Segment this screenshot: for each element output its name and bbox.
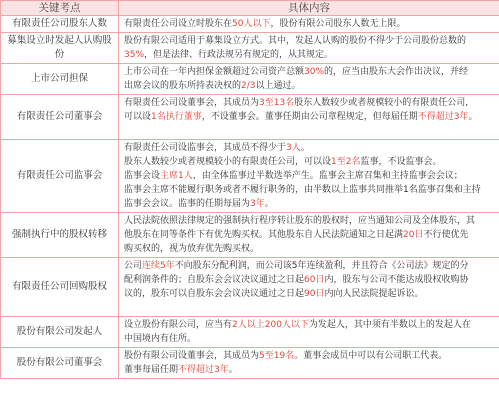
content-line (124, 65, 494, 79)
content-text: 可以设 (124, 112, 152, 122)
highlight-text: 不得超过3年 (178, 365, 229, 375)
table-row (1, 64, 499, 95)
content-text: 人民法院依照法律规定的强制执行程序转让股东的股权时，应当通知公司及全体股东，其 (124, 216, 476, 226)
key-point-cell: 有限责任公司监事会 (1, 140, 119, 213)
content-text: 。 (264, 199, 274, 209)
content-text: 股东人数较少或者规模较小的有限责任公司，可以设 (124, 157, 332, 167)
highlight-text: 主席1人 (160, 171, 193, 181)
content-text: ，股份有限公司股东人数无上限。 (270, 19, 406, 29)
key-point-cell: 股份有限公司董事会 (1, 348, 119, 379)
highlight-text: 20日 (403, 230, 424, 240)
content-line (124, 110, 494, 124)
key-point-cell: 股份有限公司发起人 (1, 317, 119, 348)
highlight-text: 35% (124, 50, 145, 60)
table-row (1, 95, 499, 140)
table-row (1, 140, 499, 213)
content-text: 。 (468, 112, 478, 122)
content-line (124, 228, 494, 242)
content-cell (119, 213, 499, 258)
content-text: 议的，股东可以自股东会会议决议通过之日起 (124, 289, 305, 299)
content-line (124, 48, 494, 62)
content-cell (119, 348, 499, 379)
highlight-text: 1名执行董事 (151, 112, 202, 122)
header-row (1, 1, 499, 16)
content-text: ，不设董事会。董事任期由公司章程规定，但每届任期 (201, 112, 418, 122)
content-text: 董事每届任期 (124, 365, 179, 375)
content-line (124, 96, 494, 110)
content-line (124, 17, 494, 31)
content-text: ，但是法律、行政法规另有规定的，从其规定。 (144, 50, 334, 60)
content-line (124, 287, 494, 301)
content-text: 股东人数较少或者规模较小的有限责任公司， (294, 98, 475, 108)
content-text: 。 (300, 143, 310, 153)
header-content: 具体内容 (119, 1, 499, 16)
content-line (124, 242, 494, 256)
content-line (124, 141, 494, 155)
content-line (124, 214, 494, 228)
content-text: 监事会主席不能履行职务或者不履行职务的，由半数以上监事共同推举1名监事召集和主持 (124, 185, 481, 195)
key-point-cell: 有限责任公司董事会 (1, 95, 119, 140)
content-text: 上市公司在一年内担保金额超过公司资产总额 (124, 67, 305, 77)
content-text: 中国境内有住所。 (124, 334, 197, 344)
highlight-text: 2人以上200人以下 (232, 320, 309, 330)
content-text: 以上通过。 (255, 81, 301, 91)
content-line (124, 332, 494, 346)
key-point-cell: 有限责任公司股东人数 (1, 16, 119, 33)
content-line (124, 349, 494, 363)
content-line (124, 197, 494, 211)
content-line (124, 169, 494, 183)
content-text: 购买权的，视为放弃优先购买权。 (124, 244, 260, 254)
table-row (1, 348, 499, 379)
content-text: 内，股东与公司不能达成股权收购协 (324, 275, 469, 285)
content-text: 有限责任公司设监事会，其成员不得少于 (124, 143, 287, 153)
content-text: 有限责任公司设立时股东在 (124, 19, 233, 29)
content-line (124, 183, 494, 197)
content-text: 监事会设 (124, 171, 161, 181)
content-text: 设立股份有限公司，应当有 (124, 320, 233, 330)
content-cell (119, 258, 499, 317)
key-point-cell: 募集设立时发起人认购股份 (1, 33, 119, 64)
content-line (124, 318, 494, 332)
content-text: 为发起人，其中须有半数以上的发起人在 (308, 320, 471, 330)
content-line (124, 79, 494, 93)
content-text: 出席会议的股东所持表决权的 (124, 81, 242, 91)
content-line (124, 259, 494, 273)
content-text: 监事会会议。监事的任期每届为 (124, 199, 251, 209)
highlight-text: 3年 (250, 199, 265, 209)
table-body (1, 16, 499, 379)
content-text: 的，应当由股东大会作出决议，并经 (324, 67, 469, 77)
content-text: 监事，不设监事会。 (360, 157, 442, 167)
table-row (1, 16, 499, 33)
table-row (1, 258, 499, 317)
highlight-text: 3人 (286, 143, 301, 153)
content-text: 不向股东分配利润，而公司该5年连续盈利，并且符合《公司法》规定的分 (174, 261, 469, 271)
content-line (124, 34, 494, 48)
table-row (1, 213, 499, 258)
content-text: 。 (228, 365, 238, 375)
highlight-text: 90日 (304, 289, 325, 299)
content-cell (119, 317, 499, 348)
key-point-cell: 上市公司担保 (1, 64, 119, 95)
table-row (1, 33, 499, 64)
content-line (124, 301, 494, 315)
key-point-cell: 有限责任公司回购股权 (1, 258, 119, 317)
content-text: 股份有限公司适用于募集设立方式。其中，发起人认购的股份不得少于公司股份总数的 (124, 36, 467, 46)
highlight-text: 5至19名 (259, 351, 295, 361)
highlight-text: 连续5年 (142, 261, 175, 271)
content-cell (119, 95, 499, 140)
content-text: 他股东在同等条件下有优先购买权。其他股东自人民法院通知之日起满 (124, 230, 404, 240)
highlight-text: 3至13名 (259, 98, 295, 108)
highlight-text: 30% (304, 67, 325, 77)
content-text: 有限责任公司设董事会，其成员为 (124, 98, 260, 108)
content-text: 。董事会成员中可以有公司职工代表。 (294, 351, 448, 361)
content-cell (119, 64, 499, 95)
table-row (1, 317, 499, 348)
key-point-cell: 强制执行中的股权转移 (1, 213, 119, 258)
header-key-points: 关键考点 (1, 1, 119, 16)
content-line (124, 124, 494, 138)
content-line (124, 363, 494, 377)
content-line (124, 273, 494, 287)
content-text: 不行使优先 (423, 230, 469, 240)
content-text: 股份有限公司设董事会，其成员为 (124, 351, 260, 361)
content-line (124, 155, 494, 169)
content-text: 公司 (124, 261, 143, 271)
content-cell (119, 33, 499, 64)
content-cell (119, 140, 499, 213)
highlight-text: 1至2名 (331, 157, 361, 167)
content-text: 配利润条件的；自股东会会议决议通过之日起 (124, 275, 305, 285)
highlight-text: 60日 (304, 275, 325, 285)
highlight-text: 不得超过3年 (417, 112, 469, 122)
content-cell (119, 16, 499, 33)
highlight-text: 50人以下 (232, 19, 271, 29)
highlight-text: 2/3 (241, 81, 256, 91)
content-text: 内向人民法院提起诉讼。 (324, 289, 424, 299)
content-text: ，由全体监事过半数选举产生。监事会主席召集和主持监事会会议； (192, 171, 463, 181)
